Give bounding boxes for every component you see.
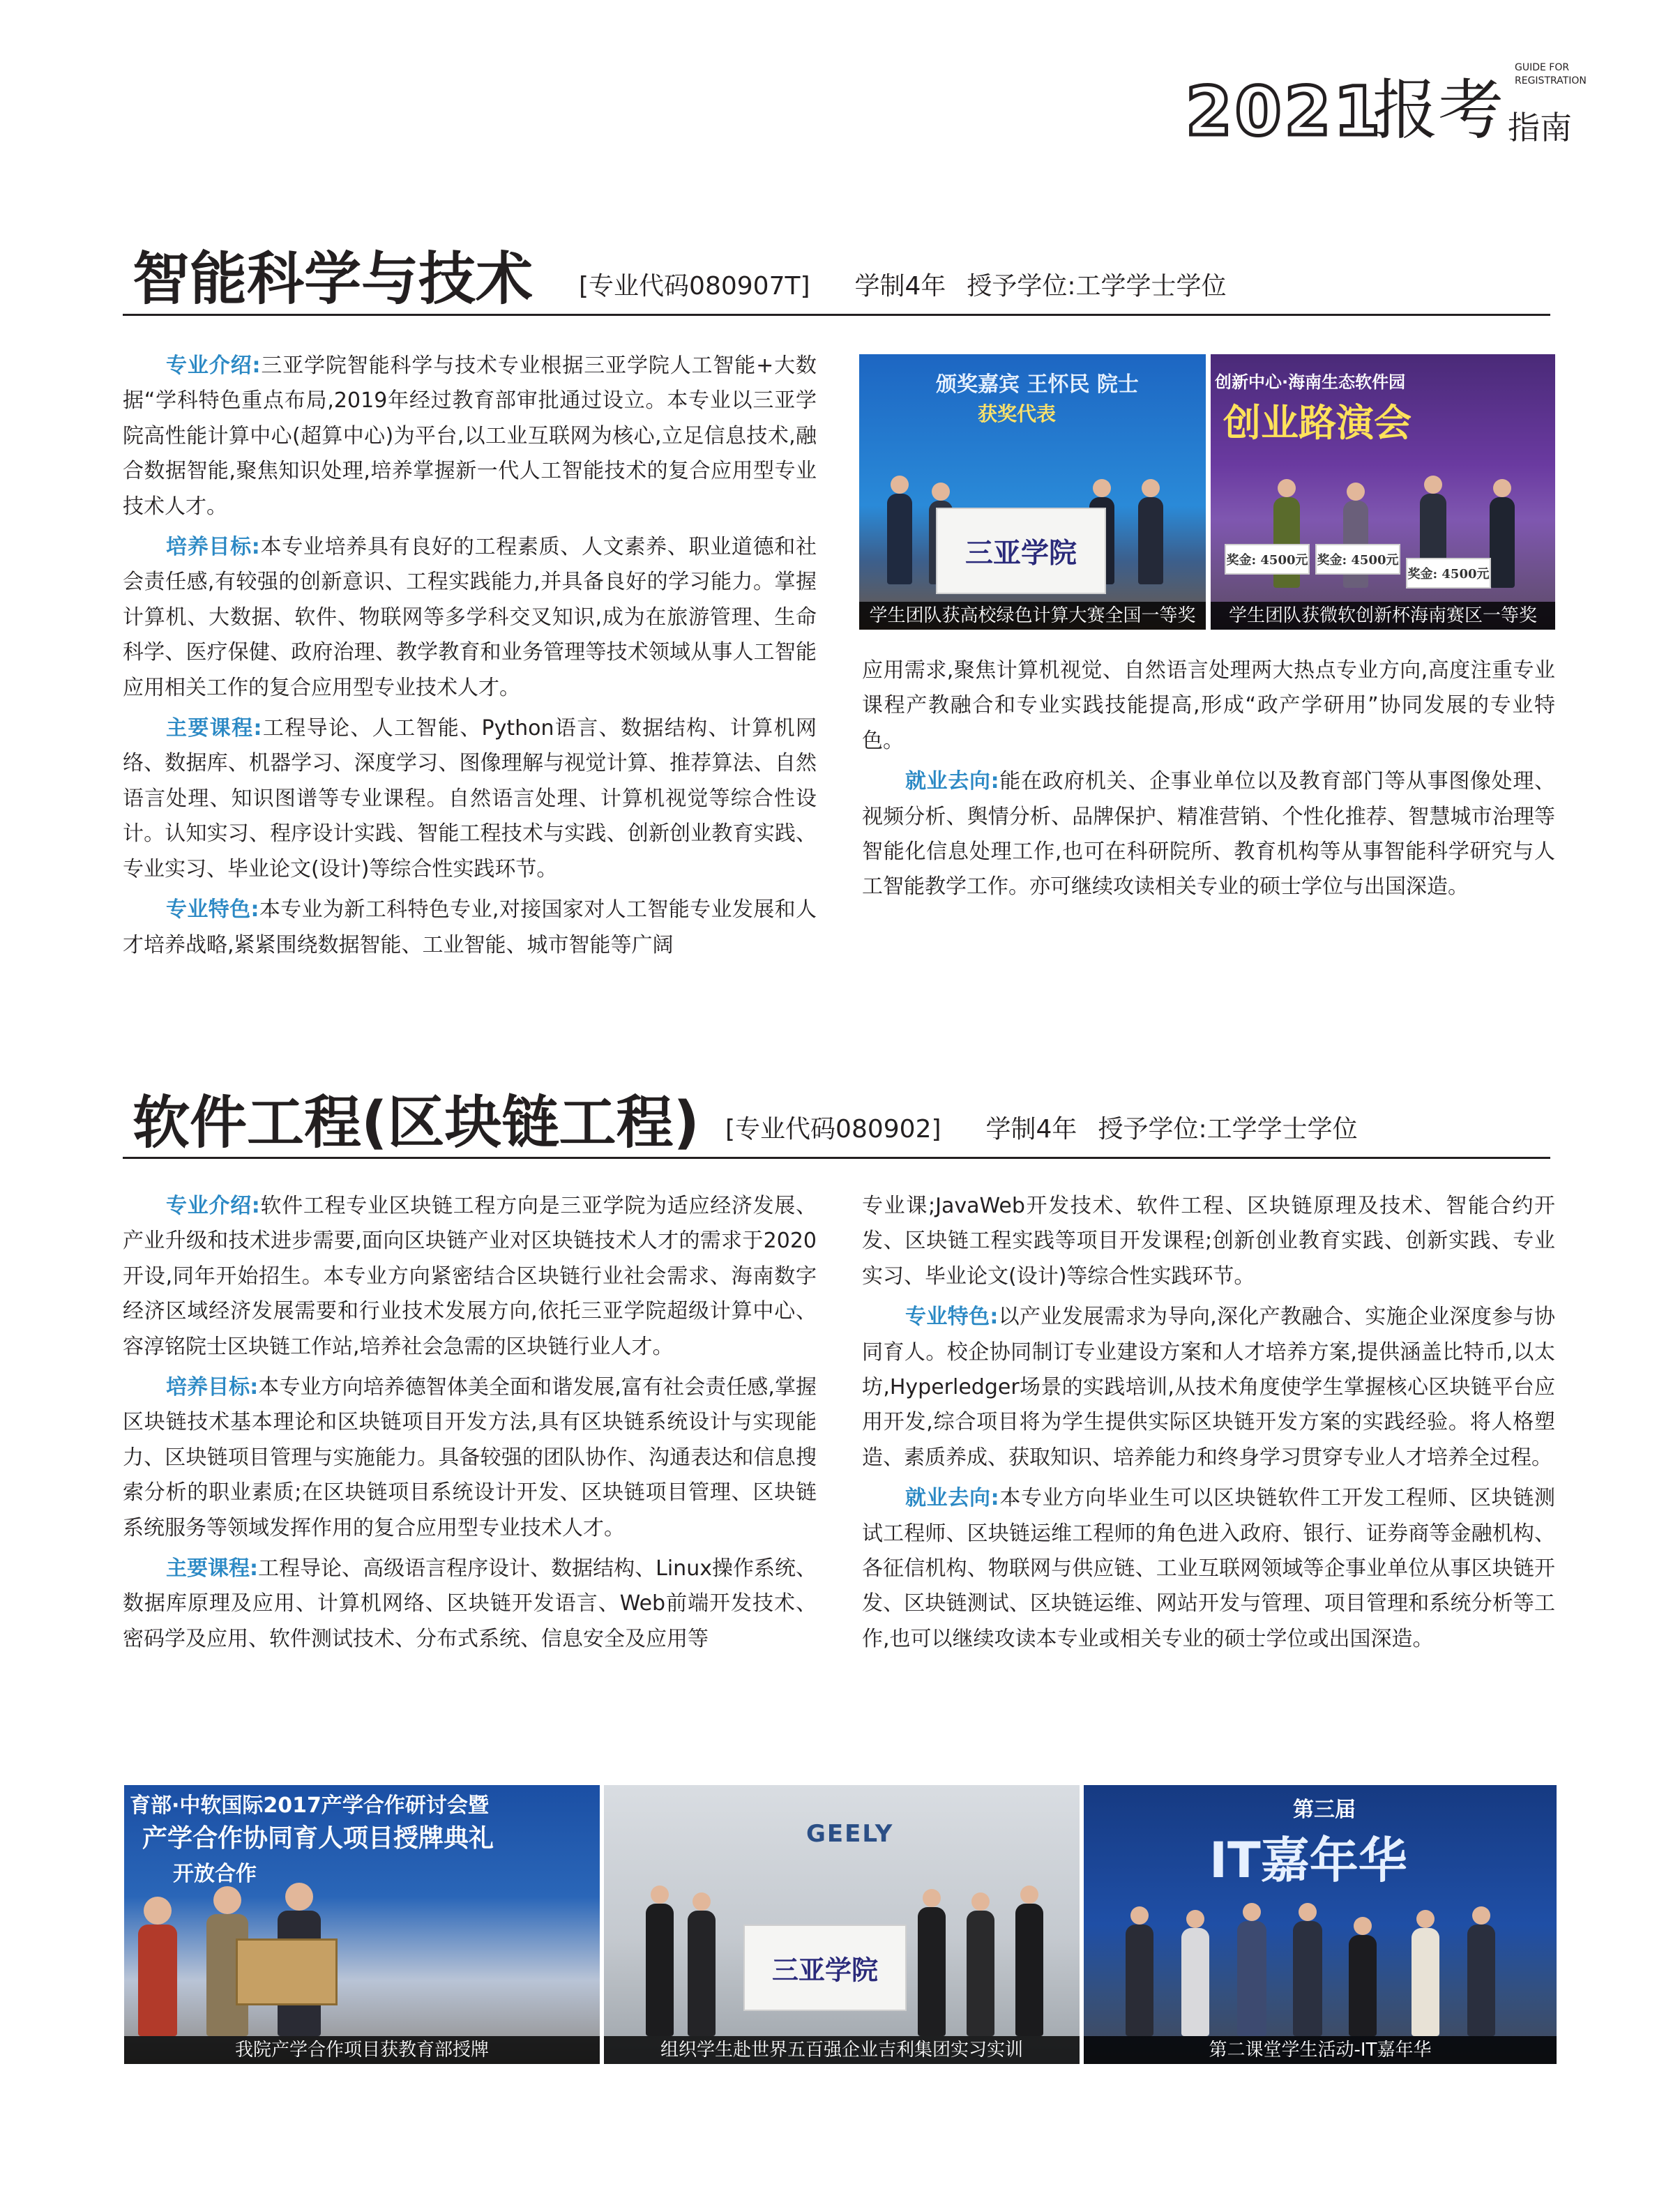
person-figure	[967, 1911, 994, 2036]
section2-career-label: 就业去向:	[905, 1486, 999, 1511]
person-figure	[138, 1925, 177, 2036]
section2-photo2-caption: 组织学生赴世界五百强企业吉利集团实习实训	[604, 2036, 1080, 2064]
award-plaque	[236, 1938, 338, 2005]
section1-right-column	[862, 653, 1555, 911]
section2-right-column	[862, 1189, 1555, 1662]
person-figure	[1181, 1928, 1209, 2036]
award-board	[1225, 544, 1310, 575]
section1-meta	[579, 274, 1227, 299]
photo1-banner-text: 三亚学院	[965, 536, 1077, 570]
section2-career-text: 本专业方向毕业生可以区块链软件工开发工程师、区块链测试工程师、区块链运维工程师的角色进入政府、银行、证券商等金融机构、各征信机构、物联网与供应链、工业互联网领域等企事业单位从事区块链开发、区块链测试、区块链运维、网站开发与管理、项目管理和系统分析等工作,也可以继续攻读本专业或相关专业的硕士学位或出国深造。	[862, 1486, 1556, 1651]
photo2-stage-text2: 创业路演会	[1223, 401, 1412, 445]
section1-photo1-caption: 学生团队获高校绿色计算大赛全国一等奖	[859, 602, 1206, 630]
section2-intro-text: 软件工程专业区块链工程方向是三亚学院为适应经济发展、产业升级和技术进步需要,面向区块链产业对区块链技术人才的需求于2020开设,同年开始招生。本专业方向紧密结合区块链行业社会需求、海南数字经济区域经济发展需要和行业技术发展方向,依托三亚学院超级计算中心、容淳铭院士区块链工作站,培养社会急需的区块链行业人才。	[123, 1194, 817, 1359]
photo2-stage-text: 创新中心·海南生态软件园	[1215, 372, 1406, 392]
header-en-line1: GUIDE FOR	[1515, 62, 1570, 73]
section1-goal	[123, 530, 817, 706]
section2-code: [专业代码080902]	[725, 1115, 941, 1144]
section1-features-label: 专业特色:	[166, 897, 259, 923]
section2-rule	[123, 1157, 1550, 1159]
photo4-logo: GEELY	[806, 1820, 894, 1848]
photo3-banner-line1: 育部·中软国际2017产学合作研讨会暨	[130, 1793, 489, 1818]
section2-photo-it-carnival	[1084, 1785, 1557, 2064]
photo2-board-text: 奖金: 4500元	[1407, 567, 1490, 582]
person-figure	[1126, 1925, 1153, 2036]
section2-intro-label: 专业介绍:	[166, 1194, 260, 1218]
section2-goal-label: 培养目标:	[166, 1375, 259, 1400]
section1-features	[123, 893, 817, 963]
photo1-university-banner	[936, 508, 1106, 594]
section1-rule	[123, 314, 1550, 316]
section2-courses-label: 主要课程:	[166, 1556, 259, 1581]
person-figure	[1467, 1925, 1495, 2036]
photo1-stage-text2: 获奖代表	[978, 402, 1057, 425]
section1-photo2-caption: 学生团队获微软创新杯海南赛区一等奖	[1211, 602, 1555, 630]
section1-career	[862, 764, 1555, 905]
photo4-university-banner	[743, 1925, 907, 2011]
person-figure	[1293, 1921, 1322, 2036]
section2-meta	[725, 1117, 1358, 1142]
section1-intro-text: 三亚学院智能科学与技术专业根据三亚学院人工智能+大数据“学科特色重点布局,2019年经过教育部审批通过设立。本专业以三亚学院高性能计算中心(超算中心)为平台,以工业互联网为核心,立足信息技术,融合数据智能,聚焦知识处理,培养掌握新一代人工智能技术的复合应用型专业技术人才。	[123, 354, 817, 519]
section2-photo3-caption: 第二课堂学生活动-IT嘉年华	[1084, 2036, 1557, 2064]
person-figure	[887, 494, 912, 584]
person-figure	[1349, 1935, 1377, 2036]
section1-features-continued-text: 应用需求,聚焦计算机视觉、自然语言处理两大热点专业方向,高度注重专业课程产教融合和专业实践技能提高,形成“政产学研用”协同发展的专业特色。	[862, 658, 1555, 753]
header-subtitle: 指南	[1508, 109, 1572, 146]
section1-courses	[123, 711, 817, 887]
section1-courses-label: 主要课程:	[166, 716, 262, 741]
award-board	[1406, 558, 1491, 589]
photo3-banner-line3: 开放合作	[173, 1862, 257, 1886]
header-en-line2: REGISTRATION	[1515, 75, 1587, 86]
photo4-banner-text: 三亚学院	[771, 1954, 878, 1986]
photo1-stage-text: 颁奖嘉宾 王怀民 院士	[936, 372, 1139, 397]
section2-features	[862, 1300, 1555, 1475]
section1-features-continued	[862, 653, 1555, 759]
section1-intro	[123, 349, 817, 524]
person-figure	[1237, 1921, 1266, 2036]
header-title: 报考	[1372, 73, 1504, 149]
section1-goal-label: 培养目标:	[166, 535, 260, 560]
photo5-event-line2: IT嘉年华	[1209, 1832, 1407, 1889]
section1-left-column	[123, 349, 817, 969]
person-figure	[1412, 1928, 1439, 2036]
section1-photo-award-ceremony	[859, 354, 1206, 630]
person-figure	[918, 1907, 946, 2036]
person-figure	[646, 1904, 674, 2036]
section2-goal-text: 本专业方向培养德智体美全面和谐发展,富有社会责任感,掌握区块链技术基本理论和区块链项目开发方法,具有区块链系统设计与实现能力、区块链项目管理与实施能力。具备较强的团队协作、沟通表达和信息搜索分析的职业素质;在区块链项目系统设计开发、区块链项目管理、区块链系统服务等领域发挥作用的复合应用型专业技术人才。	[123, 1375, 817, 1540]
section1-photo-roadshow	[1211, 354, 1555, 630]
section1-duration: 学制4年	[854, 272, 946, 301]
section1-code: [专业代码080907T]	[579, 272, 810, 301]
section2-courses-text: 工程导论、高级语言程序设计、数据结构、Linux操作系统、数据库原理及应用、计算机网络、区块链开发语言、Web前端开发技术、密码学及应用、软件测试技术、分布式系统、信息安全及应用等	[123, 1556, 817, 1651]
section2-courses-continued	[862, 1189, 1555, 1294]
section2-title: 软件工程(区块链工程)	[133, 1090, 699, 1156]
person-figure	[1015, 1904, 1043, 2036]
section2-features-text: 以产业发展需求为导向,深化产教融合、实施企业深度参与协同育人。校企协同制订专业建设方案和人才培养方案,提供涵盖比特币,以太坊,Hyperledger场景的实践培训,从技术角度使学生掌握核心区块链平台应用开发,综合项目将为学生提供实际区块链开发方案的实践经验。将人格塑造、素质养成、获取知识、培养能力和终身学习贯穿专业人才培养全过程。	[862, 1305, 1555, 1470]
section2-goal	[123, 1370, 817, 1546]
award-board	[1315, 544, 1400, 575]
section2-courses-continued-text: 专业课;JavaWeb开发技术、软件工程、区块链原理及技术、智能合约开发、区块链工程实践等项目开发课程;创新创业教育实践、创新实践、专业实习、毕业论文(设计)等综合性实践环节。	[862, 1194, 1555, 1289]
section1-courses-text: 工程导论、人工智能、Python语言、数据结构、计算机网络、数据库、机器学习、深度学习、图像理解与视觉计算、推荐算法、自然语言处理、知识图谱等专业课程。自然语言处理、计算机视觉等综合性设计。认知实习、程序设计实践、智能工程技术与实践、创新创业教育实践、专业实习、毕业论文(设计)等综合性实践环节。	[123, 716, 817, 881]
photo5-event-line1: 第三届	[1293, 1798, 1356, 1822]
section2-photo-geely-visit	[604, 1785, 1080, 2064]
section2-intro	[123, 1189, 817, 1365]
person-figure	[1138, 497, 1163, 584]
section2-duration: 学制4年	[985, 1115, 1077, 1144]
person-figure	[1490, 497, 1515, 588]
section2-left-column	[123, 1189, 817, 1662]
section2-career	[862, 1481, 1555, 1657]
header-year: 2021	[1186, 73, 1384, 151]
photo3-banner-line2: 产学合作协同育人项目授牌典礼	[142, 1824, 494, 1853]
section1-features-text: 本专业为新工科特色专业,对接国家对人工智能专业发展和人才培养战略,紧紧围绕数据智能、工业智能、城市智能等广阔	[123, 897, 817, 957]
section2-features-label: 专业特色:	[905, 1305, 999, 1330]
section1-intro-label: 专业介绍:	[166, 354, 261, 378]
photo2-board-text: 奖金: 4500元	[1317, 553, 1399, 568]
section1-goal-text: 本专业培养具有良好的工程素质、人文素养、职业道德和社会责任感,有较强的创新意识、工程实践能力,并具备良好的学习能力。掌握计算机、大数据、软件、物联网等多学科交叉知识,成为在旅游管理、生命科学、医疗保健、政府治理、教学教育和业务管理等技术领域从事人工智能应用相关工作的复合应用型专业技术人才。	[123, 535, 817, 700]
section1-title: 智能科学与技术	[133, 246, 533, 312]
person-figure	[688, 1911, 716, 2036]
section1-career-text: 能在政府机关、企事业单位以及教育部门等从事图像处理、视频分析、舆情分析、品牌保护、精准营销、个性化推荐、智慧城市治理等智能化信息处理工作,也可在科研院所、教育机构等从事智能科学研究与人工智能教学工作。亦可继续攻读相关专业的硕士学位与出国深造。	[862, 769, 1556, 900]
section2-degree: 授予学位:工学学士学位	[1098, 1115, 1358, 1144]
section1-career-label: 就业去向:	[905, 769, 999, 794]
header-english	[1515, 61, 1591, 88]
section2-courses	[123, 1551, 817, 1657]
photo2-board-text: 奖金: 4500元	[1226, 553, 1308, 568]
section2-photo1-caption: 我院产学合作项目获教育部授牌	[124, 2036, 600, 2064]
section1-degree: 授予学位:工学学士学位	[967, 272, 1227, 301]
section2-photo-plaque-ceremony	[124, 1785, 600, 2064]
